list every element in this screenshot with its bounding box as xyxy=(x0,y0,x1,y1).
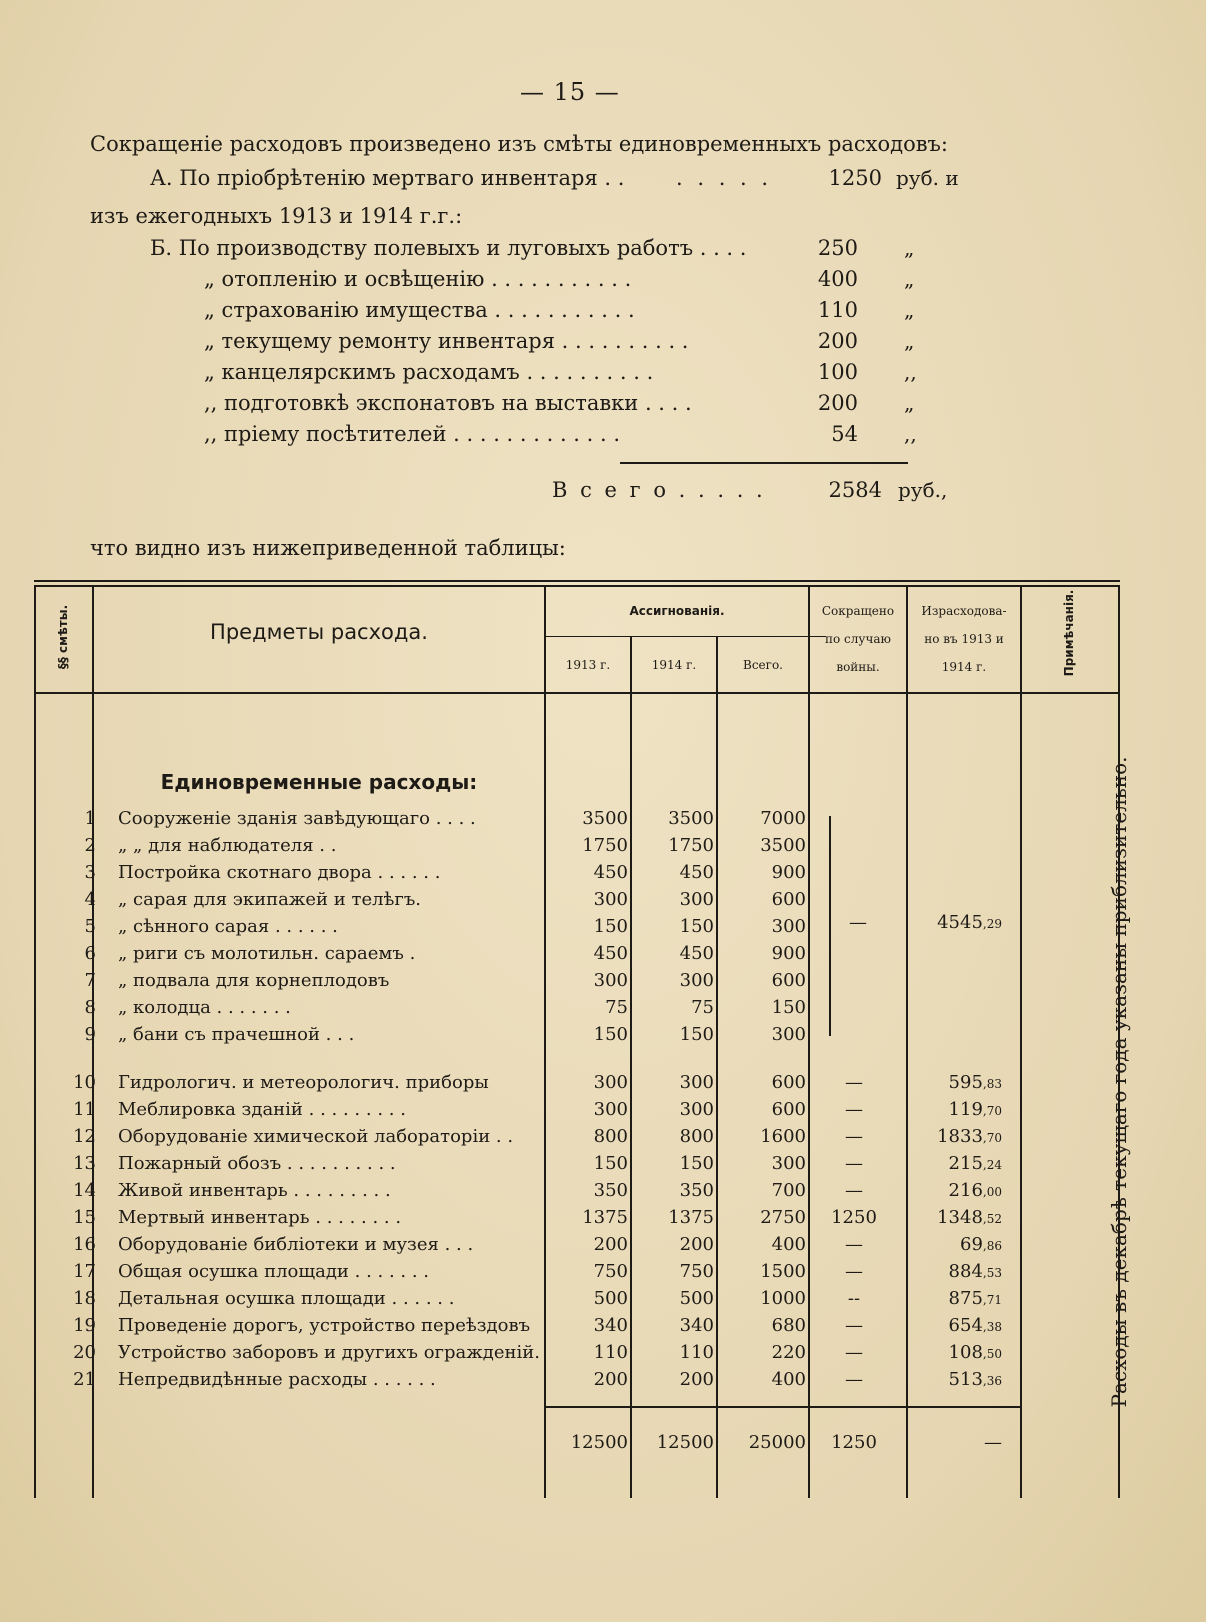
row-1914: 150 xyxy=(679,1153,714,1174)
row-1913: 300 xyxy=(593,970,628,991)
row-number: 2 xyxy=(84,835,96,856)
table-row xyxy=(34,1024,1120,1051)
table-row xyxy=(34,1207,1120,1234)
row-1914: 450 xyxy=(679,943,714,964)
row-spent-int: 595 xyxy=(948,1072,983,1093)
group1-reduced: — xyxy=(849,912,867,933)
reduction-item-unit: „ xyxy=(904,391,915,415)
row-reduced: — xyxy=(845,1099,863,1120)
row-number: 8 xyxy=(84,997,96,1018)
reduction-item-label: ,, пріему посѣтителей . . . . . . . . . . . . . xyxy=(204,422,621,446)
row-spent-int: 216 xyxy=(948,1180,983,1201)
row-1913: 750 xyxy=(593,1261,628,1282)
row-spent-frac: ,36 xyxy=(982,1374,1002,1388)
reduction-item-unit: „ xyxy=(904,267,915,291)
row-reduced: -- xyxy=(847,1288,861,1309)
row-name: Сооруженіе зданія завѣдующаго . . . . xyxy=(118,808,476,829)
row-spent-int: 69 xyxy=(960,1234,983,1255)
row-spent xyxy=(904,1099,1002,1120)
row-reduced: — xyxy=(845,1261,863,1282)
row-1913: 3500 xyxy=(582,808,628,829)
table-row xyxy=(34,808,1120,835)
row-number: 4 xyxy=(84,889,96,910)
row-spent-int: 884 xyxy=(948,1261,983,1282)
row-1913: 800 xyxy=(593,1126,628,1147)
section-title: Единовременные расходы: xyxy=(160,770,478,794)
row-spent xyxy=(904,1207,1002,1228)
table-row xyxy=(34,943,1120,970)
reduction-item-label: ,, подготовкѣ экспонатовъ на выставки . . . . xyxy=(204,391,692,415)
header-assign: Ассигнованія. xyxy=(629,604,725,618)
row-1914: 200 xyxy=(679,1369,714,1390)
row-spent-frac: ,86 xyxy=(982,1239,1002,1253)
group1-spent-int: 4545 xyxy=(937,912,983,933)
row-name: Гидрологич. и метеорологич. приборы xyxy=(118,1072,489,1093)
row-spent xyxy=(904,1180,1002,1201)
totals-reduced: 1250 xyxy=(831,1432,877,1453)
row-total: 600 xyxy=(771,889,806,910)
reduction-item-label: Б. По производству полевыхъ и луговыхъ работъ . . . . xyxy=(150,236,747,260)
sum-rule xyxy=(620,462,908,464)
reduction-item-amount: 100 xyxy=(817,360,858,384)
row-number: 21 xyxy=(73,1369,96,1390)
row-spent-frac: ,00 xyxy=(982,1185,1002,1199)
row-1913: 450 xyxy=(593,943,628,964)
row-total: 300 xyxy=(771,1024,806,1045)
table-row xyxy=(34,997,1120,1024)
row-total: 7000 xyxy=(760,808,806,829)
row-1914: 750 xyxy=(679,1261,714,1282)
row-name: Общая осушка площади . . . . . . . xyxy=(118,1261,430,1282)
header-1914: 1914 г. xyxy=(651,658,697,672)
row-name: Проведеніе дорогъ, устройство переѣздовъ xyxy=(118,1315,531,1336)
row-1914: 500 xyxy=(679,1288,714,1309)
totals-1914: 12500 xyxy=(656,1432,714,1453)
row-spent-frac: ,71 xyxy=(982,1293,1002,1307)
row-spent-int: 1833 xyxy=(937,1126,983,1147)
total-label: В с е г о . . . . . xyxy=(552,478,766,502)
row-number: 17 xyxy=(73,1261,96,1282)
intro-years-line: изъ ежегодныхъ 1913 и 1914 г.г.: xyxy=(90,204,463,228)
table-row xyxy=(34,835,1120,862)
row-1914: 75 xyxy=(691,997,714,1018)
row-1913: 300 xyxy=(593,1072,628,1093)
row-reduced: — xyxy=(845,1234,863,1255)
row-1913: 500 xyxy=(593,1288,628,1309)
totals-row xyxy=(34,1432,1120,1459)
table-row xyxy=(34,1180,1120,1207)
row-number: 19 xyxy=(73,1315,96,1336)
reduction-item-label: „ текущему ремонту инвентаря . . . . . . . . . . xyxy=(204,329,689,353)
row-total: 600 xyxy=(771,970,806,991)
table-row xyxy=(34,1126,1120,1153)
expense-table xyxy=(34,580,1131,1498)
row-name: „ сарая для экипажей и телѣгъ. xyxy=(118,889,421,910)
row-1913: 1750 xyxy=(582,835,628,856)
reduction-item-amount: 250 xyxy=(817,236,858,260)
row-1913: 350 xyxy=(593,1180,628,1201)
group1-spent xyxy=(904,912,1002,933)
row-total: 150 xyxy=(771,997,806,1018)
row-spent-frac: ,52 xyxy=(982,1212,1002,1226)
table-top-rule xyxy=(34,580,1120,582)
row-1913: 150 xyxy=(593,916,628,937)
row-number: 18 xyxy=(73,1288,96,1309)
table-row xyxy=(34,1234,1120,1261)
row-spent xyxy=(904,1261,1002,1282)
row-spent-int: 513 xyxy=(948,1369,983,1390)
row-number: 6 xyxy=(84,943,96,964)
row-number: 20 xyxy=(73,1342,96,1363)
row-spent xyxy=(904,1153,1002,1174)
item-a-unit: руб. и xyxy=(896,166,959,190)
row-1914: 300 xyxy=(679,1099,714,1120)
row-1913: 450 xyxy=(593,862,628,883)
row-total: 900 xyxy=(771,943,806,964)
row-total: 400 xyxy=(771,1234,806,1255)
row-spent-int: 215 xyxy=(948,1153,983,1174)
row-1914: 150 xyxy=(679,916,714,937)
row-reduced: — xyxy=(845,1369,863,1390)
table-row xyxy=(34,1369,1120,1396)
row-spent xyxy=(904,1315,1002,1336)
row-total: 600 xyxy=(771,1099,806,1120)
total-amount: 2584 xyxy=(828,478,882,502)
row-spent-int: 108 xyxy=(948,1342,983,1363)
row-total: 1500 xyxy=(760,1261,806,1282)
row-spent-frac: ,53 xyxy=(982,1266,1002,1280)
row-1913: 340 xyxy=(593,1315,628,1336)
item-a-amount: 1250 xyxy=(828,166,882,190)
row-total: 300 xyxy=(771,1153,806,1174)
totals-spent: — xyxy=(984,1432,1002,1453)
reduction-item-amount: 110 xyxy=(817,298,858,322)
row-spent xyxy=(904,1126,1002,1147)
row-1914: 800 xyxy=(679,1126,714,1147)
row-reduced: — xyxy=(845,1153,863,1174)
header-spent-1: Израсходова- xyxy=(921,604,1007,618)
row-spent xyxy=(904,1288,1002,1309)
row-1913: 150 xyxy=(593,1024,628,1045)
assign-sub-rule xyxy=(546,636,826,637)
row-number: 9 xyxy=(84,1024,96,1045)
reduction-item-amount: 54 xyxy=(831,422,858,446)
row-name: „ колодца . . . . . . . xyxy=(118,997,291,1018)
row-total: 1000 xyxy=(760,1288,806,1309)
header-1913: 1913 г. xyxy=(565,658,611,672)
row-name: „ риги съ молотильн. сараемъ . xyxy=(118,943,416,964)
table-row xyxy=(34,1261,1120,1288)
row-number: 3 xyxy=(84,862,96,883)
row-total: 220 xyxy=(771,1342,806,1363)
row-spent-frac: ,38 xyxy=(982,1320,1002,1334)
row-total: 900 xyxy=(771,862,806,883)
reduction-item-label: „ отопленію и освѣщенію . . . . . . . . . . . xyxy=(204,267,632,291)
row-spent xyxy=(904,1072,1002,1093)
row-name: Постройка скотнаго двора . . . . . . xyxy=(118,862,441,883)
row-spent-frac: ,70 xyxy=(982,1131,1002,1145)
row-number: 10 xyxy=(73,1072,96,1093)
row-reduced: — xyxy=(845,1342,863,1363)
row-name: Непредвидѣнные расходы . . . . . . xyxy=(118,1369,436,1390)
table-row xyxy=(34,1072,1120,1099)
row-spent-frac: ,50 xyxy=(982,1347,1002,1361)
table-row xyxy=(34,1315,1120,1342)
table-row xyxy=(34,1153,1120,1180)
row-number: 16 xyxy=(73,1234,96,1255)
row-number: 7 xyxy=(84,970,96,991)
row-1914: 1750 xyxy=(668,835,714,856)
row-name: Устройство заборовъ и другихъ огражденій. xyxy=(118,1342,540,1363)
row-total: 700 xyxy=(771,1180,806,1201)
row-1914: 110 xyxy=(679,1342,714,1363)
row-name: Оборудованіе химической лабораторіи . . xyxy=(118,1126,514,1147)
row-spent-int: 119 xyxy=(948,1099,983,1120)
row-1913: 1375 xyxy=(582,1207,628,1228)
row-1914: 300 xyxy=(679,970,714,991)
row-number: 12 xyxy=(73,1126,96,1147)
row-number: 5 xyxy=(84,916,96,937)
reduction-item-unit: ,, xyxy=(904,360,917,384)
notes-text: Расходы въ декабрѣ текущаго года указаны приблизительно. xyxy=(1107,756,1131,1408)
totals-1913: 12500 xyxy=(570,1432,628,1453)
row-1913: 200 xyxy=(593,1234,628,1255)
row-spent-int: 654 xyxy=(948,1315,983,1336)
row-1913: 75 xyxy=(605,997,628,1018)
row-total: 1600 xyxy=(760,1126,806,1147)
table-row xyxy=(34,1288,1120,1315)
reduction-item-label: „ канцелярскимъ расходамъ . . . . . . . . . . xyxy=(204,360,654,384)
row-name: Детальная осушка площади . . . . . . xyxy=(118,1288,455,1309)
row-1914: 1375 xyxy=(668,1207,714,1228)
row-spent-int: 875 xyxy=(948,1288,983,1309)
intro-line: Сокращеніе расходовъ произведено изъ смѣты единовременныхъ расходовъ: xyxy=(90,132,948,156)
page-number: — 15 — xyxy=(520,78,620,106)
row-number: 14 xyxy=(73,1180,96,1201)
row-1914: 300 xyxy=(679,889,714,910)
row-total: 680 xyxy=(771,1315,806,1336)
row-reduced: — xyxy=(845,1315,863,1336)
row-1913: 110 xyxy=(593,1342,628,1363)
row-1914: 150 xyxy=(679,1024,714,1045)
row-reduced: — xyxy=(845,1072,863,1093)
table-row xyxy=(34,862,1120,889)
row-spent-frac: ,83 xyxy=(982,1077,1002,1091)
group1-spent-frac: ,29 xyxy=(982,917,1002,931)
reduction-item-amount: 200 xyxy=(817,329,858,353)
totals-all: 25000 xyxy=(748,1432,806,1453)
row-number: 15 xyxy=(73,1207,96,1228)
row-name: Живой инвентарь . . . . . . . . . xyxy=(118,1180,391,1201)
row-spent-int: 1348 xyxy=(937,1207,983,1228)
row-name: Оборудованіе библіотеки и музея . . . xyxy=(118,1234,474,1255)
row-1913: 300 xyxy=(593,1099,628,1120)
row-spent xyxy=(904,1369,1002,1390)
row-name: Пожарный обозъ . . . . . . . . . . xyxy=(118,1153,396,1174)
table-top-rule-2 xyxy=(34,585,1120,587)
row-1914: 340 xyxy=(679,1315,714,1336)
header-ss: §§ смѣты. xyxy=(56,604,70,670)
row-number: 13 xyxy=(73,1153,96,1174)
row-spent-frac: ,70 xyxy=(982,1104,1002,1118)
header-spent-2: но въ 1913 и xyxy=(924,632,1004,646)
row-name: „ „ для наблюдателя . . xyxy=(118,835,337,856)
row-1914: 200 xyxy=(679,1234,714,1255)
row-number: 11 xyxy=(73,1099,96,1120)
table-row xyxy=(34,1099,1120,1126)
item-a-label: А. По пріобрѣтенію мертваго инвентаря . . xyxy=(150,166,625,190)
row-reduced: — xyxy=(845,1126,863,1147)
table-intro: что видно изъ нижеприведенной таблицы: xyxy=(90,536,566,560)
row-total: 3500 xyxy=(760,835,806,856)
row-1913: 300 xyxy=(593,889,628,910)
row-total: 400 xyxy=(771,1369,806,1390)
header-reduced-1: Сокращено xyxy=(821,604,895,618)
header-notes: Примѣчанія. xyxy=(1062,589,1076,677)
reduction-item-label: „ страхованію имущества . . . . . . . . . . . xyxy=(204,298,635,322)
reduction-item-amount: 400 xyxy=(817,267,858,291)
row-1914: 450 xyxy=(679,862,714,883)
row-spent xyxy=(904,1234,1002,1255)
row-total: 300 xyxy=(771,916,806,937)
row-reduced: 1250 xyxy=(831,1207,877,1228)
row-name: „ бани съ прачешной . . . xyxy=(118,1024,355,1045)
row-number: 1 xyxy=(84,808,96,829)
row-total: 600 xyxy=(771,1072,806,1093)
header-reduced-2: по случаю xyxy=(825,632,891,646)
row-name: „ подвала для корнеплодовъ xyxy=(118,970,390,991)
table-row xyxy=(34,1342,1120,1369)
reduction-item-unit: „ xyxy=(904,329,915,353)
reduction-item-unit: „ xyxy=(904,298,915,322)
reduction-item-unit: ,, xyxy=(904,422,917,446)
header-bottom-rule xyxy=(34,692,1120,694)
row-spent-frac: ,24 xyxy=(982,1158,1002,1172)
row-1914: 3500 xyxy=(668,808,714,829)
row-1913: 150 xyxy=(593,1153,628,1174)
row-name: „ сѣнного сарая . . . . . . xyxy=(118,916,338,937)
totals-rule xyxy=(546,1406,1020,1408)
table-row xyxy=(34,970,1120,997)
header-total: Всего. xyxy=(743,658,783,672)
header-reduced-3: войны. xyxy=(836,660,880,674)
row-1914: 300 xyxy=(679,1072,714,1093)
reduction-item-amount: 200 xyxy=(817,391,858,415)
reduction-item-unit: „ xyxy=(904,236,915,260)
item-a-dots: . . . . . xyxy=(676,166,773,190)
row-1913: 200 xyxy=(593,1369,628,1390)
total-unit: руб., xyxy=(898,478,948,502)
row-1914: 350 xyxy=(679,1180,714,1201)
header-spent-3: 1914 г. xyxy=(941,660,987,674)
row-spent xyxy=(904,1342,1002,1363)
row-name: Меблировка зданій . . . . . . . . . xyxy=(118,1099,406,1120)
row-total: 2750 xyxy=(760,1207,806,1228)
header-items: Предметы расхода. xyxy=(210,620,428,644)
row-reduced: — xyxy=(845,1180,863,1201)
row-name: Мертвый инвентарь . . . . . . . . xyxy=(118,1207,402,1228)
